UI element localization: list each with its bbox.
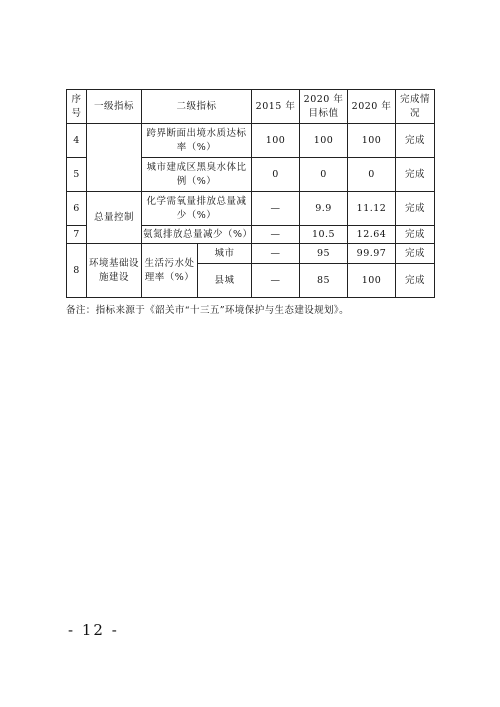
page-number: - 12 - — [68, 621, 119, 639]
header-level1: 一级指标 — [87, 90, 142, 124]
row-2020: 0 — [348, 158, 396, 192]
row-status: 完成 — [396, 158, 435, 192]
table-row — [67, 244, 435, 264]
table-header-row — [67, 90, 435, 124]
table-row — [67, 192, 435, 226]
row-level1: 环境基础设施建设 — [87, 244, 142, 298]
row-level2: 跨界断面出境水质达标率（%） — [142, 124, 252, 158]
header-2020: 2020 年 — [348, 90, 396, 124]
row-2015: 100 — [252, 124, 300, 158]
header-2020-target: 2020 年目标值 — [300, 90, 348, 124]
row-sub-label: 县城 — [198, 264, 252, 298]
row-2020-target: 9.9 — [300, 192, 348, 226]
row-2020: 100 — [348, 124, 396, 158]
indicator-table — [66, 89, 435, 298]
row-2020-target: 10.5 — [300, 226, 348, 244]
row-2015: — — [252, 192, 300, 226]
row-no: 4 — [67, 124, 87, 158]
row-level2: 氨氮排放总量减少（%） — [142, 226, 252, 244]
row-2015: 0 — [252, 158, 300, 192]
row-2020: 100 — [348, 264, 396, 298]
header-level2: 二级指标 — [142, 90, 252, 124]
row-2015: — — [252, 226, 300, 244]
row-2020: 11.12 — [348, 192, 396, 226]
row-level2: 城市建成区黑臭水体比例（%） — [142, 158, 252, 192]
row-status: 完成 — [396, 264, 435, 298]
row-2015: — — [252, 264, 300, 298]
row-2020-target: 100 — [300, 124, 348, 158]
header-no: 序号 — [67, 90, 87, 124]
row-2020: 99.97 — [348, 244, 396, 264]
row-no: 8 — [67, 244, 87, 298]
row-2020-target: 85 — [300, 264, 348, 298]
header-2015: 2015 年 — [252, 90, 300, 124]
header-status: 完成情况 — [396, 90, 435, 124]
row-2020-target: 0 — [300, 158, 348, 192]
table-note: 备注：指标来源于《韶关市“十三五”环境保护与生态建设规划》。 — [66, 305, 349, 316]
row-level1-empty — [87, 124, 142, 192]
row-sub-label: 城市 — [198, 244, 252, 264]
row-status: 完成 — [396, 192, 435, 226]
row-2020-target: 95 — [300, 244, 348, 264]
table-row — [67, 124, 435, 158]
row-2015: — — [252, 244, 300, 264]
row-level2: 化学需氧量排放总量减少（%） — [142, 192, 252, 226]
row-level2: 生活污水处理率（%） — [142, 244, 198, 298]
row-status: 完成 — [396, 226, 435, 244]
row-status: 完成 — [396, 244, 435, 264]
row-no: 7 — [67, 226, 87, 244]
row-level1: 总量控制 — [87, 192, 142, 244]
row-2020: 12.64 — [348, 226, 396, 244]
row-no: 5 — [67, 158, 87, 192]
row-no: 6 — [67, 192, 87, 226]
row-status: 完成 — [396, 124, 435, 158]
